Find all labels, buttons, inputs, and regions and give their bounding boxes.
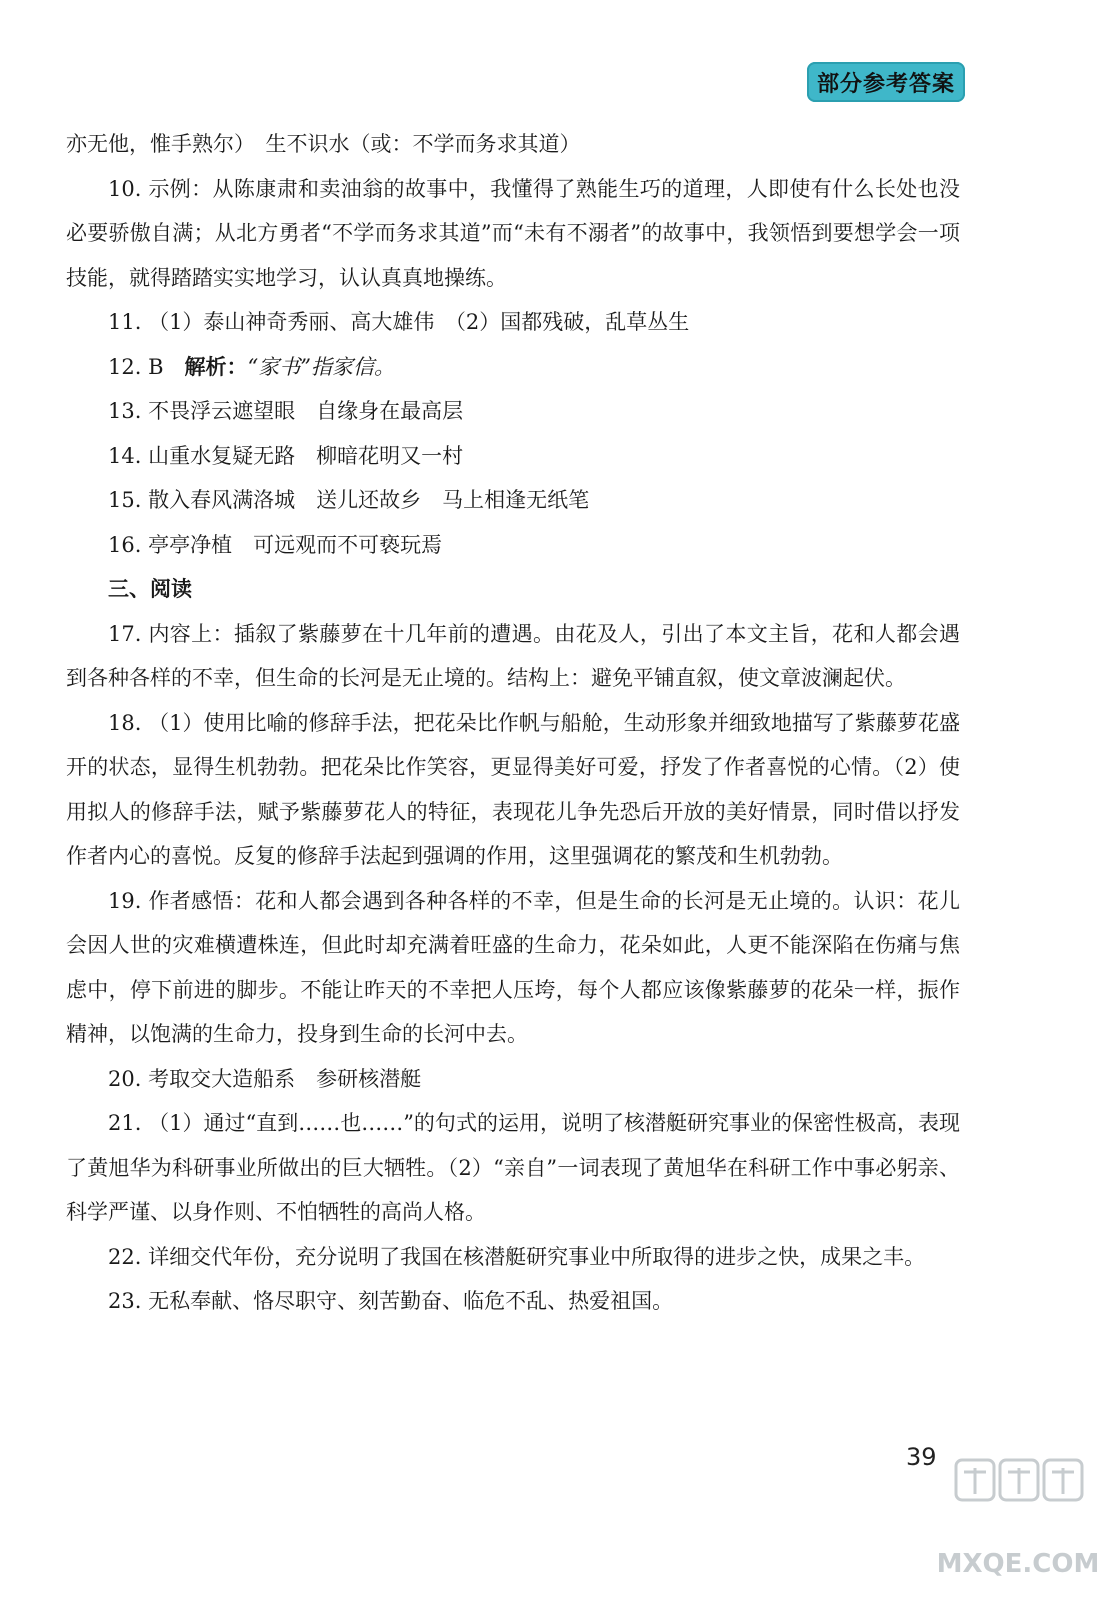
section-heading-reading: 三、阅读 xyxy=(108,577,192,601)
answer-15: 15. 散入春风满洛城 送儿还故乡 马上相逢无纸笔 xyxy=(108,488,590,512)
answer-21: 21. （1）通过“直到……也……”的句式的运用，说明了核潜艇研究事业的保密性极高，表现了黄旭华为科研事业所做出的巨大牺牲。（2）“亲自”一词表现了黄旭华在科研工作中事必躬亲、科学严谨、以身作则、不怕牺牲的高尚人格。 xyxy=(66,1111,960,1224)
answer-16: 16. 亭亭净植 可远观而不可亵玩焉 xyxy=(108,532,443,557)
answer-11: 11. （1）泰山神奇秀丽、高大雄伟 （2）国都残破，乱草丛生 xyxy=(108,310,690,334)
answer-10: 10. 示例：从陈康肃和卖油翁的故事中，我懂得了熟能生巧的道理，人即使有什么长处也没必要骄傲自满；从北方勇者“不学而务求其道”而“未有不溺者”的故事中，我领悟到要想学会一项技能，就得踏踏实实地学习，认认真真地操练。 xyxy=(66,176,960,290)
answer-17: 17. 内容上：插叙了紫藤萝在十几年前的遭遇。由花及人，引出了本文主旨，花和人都会遇到各种各样的不幸，但生命的长河是无止境的。结构上：避免平铺直叙，使文章波澜起伏。 xyxy=(66,621,960,690)
answer-19: 19. 作者感悟：花和人都会遇到各种各样的不幸，但是生命的长河是无止境的。认识：花儿会因人世的灾难横遭株连，但此时却充满着旺盛的生命力，花朵如此，人更不能深陷在伤痛与焦虑中，停下前进的脚步。不能让昨天的不幸把人压垮，每个人都应该像紫藤萝的花朵一样，振作精神，以饱满的生命力，投身到生命的长河中去。 xyxy=(66,888,960,1046)
answer-12-analysis-label: 解析： xyxy=(184,354,248,379)
answer-22: 22. 详细交代年份，充分说明了我国在核潜艇研究事业中所取得的进步之快，成果之丰。 xyxy=(108,1244,926,1269)
section-title-badge xyxy=(807,62,965,102)
answer-14: 14. 山重水复疑无路 柳暗花明又一村 xyxy=(108,443,464,468)
mxqe-watermark-logo-icon xyxy=(936,1450,1100,1590)
answer-12-analysis: “家书”指家信。 xyxy=(247,354,395,379)
answer-12-choice: 12. B xyxy=(108,354,185,379)
answer-continuation: 亦无他，惟手熟尔） 生不识水（或：不学而务求其道） xyxy=(66,132,581,156)
answer-20: 20. 考取交大造船系 参研核潜艇 xyxy=(108,1066,422,1091)
watermark-text: MXQE.COM xyxy=(936,1549,1100,1579)
answer-12 xyxy=(66,345,960,390)
section-title-label: 部分参考答案 xyxy=(816,71,955,97)
answer-18: 18. （1）使用比喻的修辞手法，把花朵比作帆与船舱，生动形象并细致地描写了紫藤萝花盛开的状态，显得生机勃勃。把花朵比作笑容，更显得美好可爱，抒发了作者喜悦的心情。（2）使用拟人的修辞手法，赋予紫藤萝花人的特征，表现花儿争先恐后开放的美好情景，同时借以抒发作者内心的喜悦。反复的修辞手法起到强调的作用，这里强调花的繁茂和生机勃勃。 xyxy=(66,710,960,868)
page-number: 39 xyxy=(906,1443,937,1471)
answer-13: 13. 不畏浮云遮望眼 自缘身在最高层 xyxy=(108,399,464,423)
answer-23: 23. 无私奉献、恪尽职守、刻苦勤奋、临危不乱、热爱祖国。 xyxy=(108,1289,674,1313)
answer-content xyxy=(66,122,960,1324)
